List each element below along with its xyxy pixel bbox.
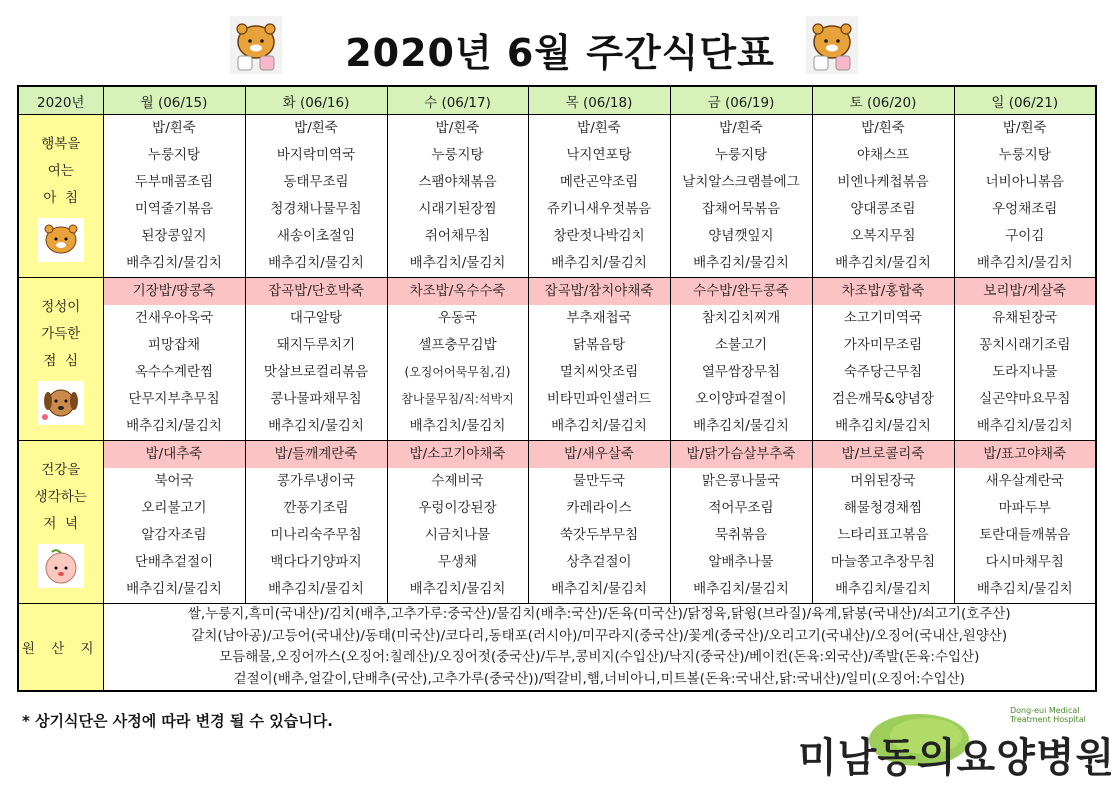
menu-item: 깐풍기조림 <box>283 500 349 516</box>
menu-item: 배추김치/물김치 <box>409 418 506 434</box>
menu-item: 너비아니볶음 <box>985 174 1064 190</box>
meal-label-line: 가득한 <box>41 325 81 342</box>
menu-item: 부추재첩국 <box>566 310 632 326</box>
menu-item: 대구알탕 <box>289 310 343 326</box>
origin-info <box>103 604 1096 692</box>
menu-item: 배추김치/물김치 <box>409 581 506 597</box>
menu-item: 맑은콩나물국 <box>701 473 781 489</box>
menu-item: 창란젓나박김치 <box>553 228 645 244</box>
menu-item: 새우살계란국 <box>985 473 1064 489</box>
menu-item: 참나물무침/직:석박지 <box>401 392 514 406</box>
menu-item: 쥬키니새우젓볶음 <box>546 201 652 217</box>
menu-item: 돼지두루치기 <box>276 337 356 353</box>
meal-row <box>18 278 1096 441</box>
menu-item: 배추김치/물김치 <box>126 581 222 597</box>
menu-item: 누룽지탕 <box>147 147 201 163</box>
menu-item: 배추김치/물김치 <box>693 418 789 434</box>
menu-item: 물만두국 <box>572 473 626 489</box>
menu-item: 꽁치시래기조림 <box>979 337 1071 353</box>
menu-item: 알배추나물 <box>708 554 774 570</box>
menu-item: 단배추겉절이 <box>134 554 214 570</box>
menu-item: 배추김치/물김치 <box>551 581 647 597</box>
menu-cell <box>528 441 670 604</box>
menu-item: 배추김치/물김치 <box>409 255 506 271</box>
menu-table <box>17 85 1097 692</box>
menu-item: 양대콩조림 <box>850 201 916 217</box>
menu-cell <box>245 115 387 278</box>
menu-item: 밥/흰죽 <box>1002 120 1047 136</box>
menu-item: 배추김치/물김치 <box>693 255 789 271</box>
day-header: 화 (06/16) <box>245 86 387 115</box>
menu-item: 배추김치/물김치 <box>693 581 789 597</box>
menu-item: 다시마채무침 <box>985 554 1064 570</box>
menu-cell <box>387 278 528 441</box>
menu-cell <box>103 115 245 278</box>
meal-label-line: 정성이 <box>41 298 81 315</box>
menu-cell <box>670 441 812 604</box>
menu-cell <box>387 441 528 604</box>
menu-item: 두부매콤조림 <box>134 174 214 190</box>
menu-cell <box>954 441 1096 604</box>
menu-item: (오징어어묵무침,김) <box>404 365 511 379</box>
menu-item: 밥/흰죽 <box>152 120 196 136</box>
menu-item: 낙지연포탕 <box>566 147 632 163</box>
menu-item: 비엔나케첩볶음 <box>837 174 929 190</box>
origin-row <box>18 604 1096 692</box>
menu-item: 메란곤약조림 <box>559 174 639 190</box>
menu-item: 밥/흰죽 <box>435 120 480 136</box>
menu-item: 된장콩잎지 <box>141 228 207 244</box>
menu-item: 건새우아욱국 <box>134 310 214 326</box>
menu-item: 밥/흰죽 <box>861 120 905 136</box>
menu-item: 쥐어채무침 <box>424 228 491 244</box>
menu-item: 상추겉절이 <box>566 554 632 570</box>
menu-item: 참치김치찌개 <box>701 310 781 326</box>
meal-label-line: 행복을 <box>41 135 81 152</box>
menu-item: 구이김 <box>1005 228 1045 244</box>
menu-item: 콩가루냉이국 <box>276 473 356 489</box>
year-header: 2020년 <box>18 86 103 115</box>
menu-item: 단무지부추무침 <box>128 391 220 407</box>
menu-item: 배추김치/물김치 <box>268 255 364 271</box>
peach-character-icon <box>38 544 84 588</box>
menu-item: 알감자조림 <box>141 527 207 543</box>
menu-item: 누룽지탕 <box>714 147 768 163</box>
menu-item: 배추김치/물김치 <box>126 255 222 271</box>
menu-item: 쑥갓두부무침 <box>559 527 639 543</box>
menu-item: 잡채어묵볶음 <box>701 201 781 217</box>
title-row <box>0 10 1120 76</box>
menu-item: 옥수수계란찜 <box>134 364 214 380</box>
menu-item: 우엉채조림 <box>992 201 1058 217</box>
porridge-item: 수수밥/완두콩죽 <box>671 278 812 305</box>
meal-label-line: 건강을 <box>41 461 81 478</box>
origin-line: 갈치(남아공)/고등어(국내산)/동태(미국산)/코다리,동태포(러시아)/미꾸라지(중국산)/꽃게(중국산)/오리고기(국내산)/오징어(국내산,원양산) <box>191 627 1008 644</box>
menu-cell <box>387 115 528 278</box>
menu-item: 밥/흰죽 <box>719 120 763 136</box>
meal-label <box>18 115 103 278</box>
menu-item: 오복지무침 <box>850 228 916 244</box>
page-title: 2020년 6월 주간식단표 <box>345 31 775 75</box>
meal-label-line: 아 침 <box>43 189 79 206</box>
menu-cell <box>103 441 245 604</box>
menu-cell <box>245 278 387 441</box>
menu-item: 오이양파겉절이 <box>695 391 787 407</box>
porridge-item: 밥/새우살죽 <box>529 441 670 468</box>
menu-cell <box>670 115 812 278</box>
porridge-item: 차조밥/옥수수죽 <box>388 278 528 305</box>
menu-item: 바지락미역국 <box>276 147 356 163</box>
menu-cell <box>812 441 954 604</box>
logo-subtitle: Dong-eui Medical Treatment Hospital <box>1010 706 1086 724</box>
menu-item: 배추김치/물김치 <box>551 418 647 434</box>
menu-item: 소불고기 <box>714 337 768 353</box>
menu-item: 도라지나물 <box>992 364 1058 380</box>
day-header: 수 (06/17) <box>387 86 528 115</box>
menu-item: 유채된장국 <box>992 310 1058 326</box>
day-header: 일 (06/21) <box>954 86 1096 115</box>
menu-cell <box>245 441 387 604</box>
porridge-item: 기장밥/땅콩죽 <box>104 278 245 305</box>
menu-cell <box>528 115 670 278</box>
menu-item: 피망잡채 <box>147 337 201 353</box>
menu-item: 시금치나물 <box>424 527 491 543</box>
menu-item: 배추김치/물김치 <box>976 418 1073 434</box>
menu-item: 배추김치/물김치 <box>268 581 364 597</box>
meal-label <box>18 278 103 441</box>
porridge-item: 밥/표고야채죽 <box>955 441 1096 468</box>
menu-cell <box>103 278 245 441</box>
porridge-item: 차조밥/홍합죽 <box>813 278 954 305</box>
menu-item: 가자미무조림 <box>843 337 923 353</box>
menu-item: 열무쌈장무침 <box>701 364 781 380</box>
menu-item: 콩나물파채무침 <box>270 391 362 407</box>
menu-item: 토란대들깨볶음 <box>979 527 1071 543</box>
porridge-item: 잡곡밥/단호박죽 <box>246 278 387 305</box>
ryan-bear-icon <box>38 218 84 262</box>
menu-item: 누룽지탕 <box>431 147 484 163</box>
menu-item: 우동국 <box>437 310 478 326</box>
menu-item: 미나리숙주무침 <box>270 527 362 543</box>
menu-item: 묵취볶음 <box>714 527 768 543</box>
day-header: 토 (06/20) <box>812 86 954 115</box>
menu-item: 미역줄기볶음 <box>134 201 214 217</box>
menu-item: 배추김치/물김치 <box>268 418 364 434</box>
menu-item: 검은깨묵&양념장 <box>832 391 934 407</box>
menu-item: 시래기된장찜 <box>418 201 497 217</box>
porridge-item: 밥/대추죽 <box>104 441 245 468</box>
menu-item: 닭볶음탕 <box>572 337 626 353</box>
day-header: 월 (06/15) <box>103 86 245 115</box>
origin-line: 겉절이(배추,얼갈이,단배추(국산),고추가루(중국산))/떡갈비,햄,너비아니,미트볼(돈육:국내산,닭:국내산)/일미(오징어:수입산) <box>233 670 965 687</box>
menu-item: 적어무조림 <box>708 500 774 516</box>
menu-item: 실곤약마요무침 <box>979 391 1071 407</box>
meal-label <box>18 441 103 604</box>
menu-cell <box>670 278 812 441</box>
notice-text: * 상기식단은 사정에 따라 변경 될 수 있습니다. <box>22 712 333 730</box>
meal-label-line: 점 심 <box>43 352 79 369</box>
origin-label: 원 산 지 <box>18 604 103 692</box>
menu-item: 북어국 <box>154 473 194 489</box>
meal-label-line: 여는 <box>47 162 74 179</box>
menu-item: 누룽지탕 <box>998 147 1051 163</box>
menu-item: 밥/흰죽 <box>294 120 338 136</box>
menu-item: 동태무조림 <box>283 174 349 190</box>
menu-item: 배추김치/물김치 <box>976 255 1073 271</box>
menu-item: 숙주당근무침 <box>843 364 923 380</box>
menu-item: 야채스프 <box>856 147 910 163</box>
menu-item: 배추김치/물김치 <box>835 418 931 434</box>
menu-item: 배추김치/물김치 <box>551 255 647 271</box>
menu-cell <box>954 278 1096 441</box>
menu-item: 느타리표고볶음 <box>837 527 929 543</box>
logo-text: 미남동의요양병원 <box>798 735 1116 781</box>
menu-item: 우렁이강된장 <box>418 500 497 516</box>
menu-item: 셀프충무김밥 <box>418 337 497 353</box>
menu-item: 배추김치/물김치 <box>835 581 931 597</box>
menu-item: 카레라이스 <box>566 500 632 516</box>
porridge-item: 잡곡밥/참치야채죽 <box>529 278 670 305</box>
menu-cell <box>812 115 954 278</box>
porridge-item: 밥/들깨계란죽 <box>246 441 387 468</box>
meal-row <box>18 441 1096 604</box>
menu-item: 배추김치/물김치 <box>126 418 222 434</box>
ryan-mascot-icon <box>806 16 858 74</box>
menu-item: 멸치씨앗조림 <box>559 364 639 380</box>
hospital-logo <box>798 700 1116 781</box>
menu-item: 날치알스크램블에그 <box>682 174 800 190</box>
dog-character-icon <box>38 381 84 425</box>
menu-item: 배추김치/물김치 <box>976 581 1073 597</box>
menu-item: 비타민파인샐러드 <box>546 391 652 407</box>
menu-item: 맛살브로컬리볶음 <box>263 364 369 380</box>
menu-item: 수제비국 <box>431 473 484 489</box>
menu-cell <box>954 115 1096 278</box>
meal-row <box>18 115 1096 278</box>
menu-item: 무생채 <box>437 554 478 570</box>
day-header: 금 (06/19) <box>670 86 812 115</box>
day-header: 목 (06/18) <box>528 86 670 115</box>
menu-item: 새송이초절임 <box>276 228 356 244</box>
meal-label-line: 생각하는 <box>34 488 87 505</box>
menu-item: 청경채나물무침 <box>270 201 362 217</box>
menu-item: 소고기미역국 <box>843 310 923 326</box>
menu-item: 배추김치/물김치 <box>835 255 931 271</box>
menu-item: 머위된장국 <box>850 473 916 489</box>
menu-item: 해물청경채찜 <box>843 500 923 516</box>
origin-line: 모듬해물,오징어까스(오징어:칠레산)/오징어젓(중국산)/두부,콩비지(수입산)/낙지(중국산)/베이컨(돈육:외국산)/족발(돈육:수입산) <box>219 649 980 665</box>
header-row <box>18 86 1096 115</box>
porridge-item: 밥/닭가슴살부추죽 <box>671 441 812 468</box>
porridge-item: 보리밥/게살죽 <box>955 278 1096 305</box>
menu-item: 스팸야채볶음 <box>418 174 497 190</box>
menu-cell <box>528 278 670 441</box>
menu-item: 오리불고기 <box>141 500 207 516</box>
origin-line: 쌀,누룽지,흑미(국내산)/김치(배추,고추가루:중국산)/물김치(배추:국산)/돈육(미국산)/닭정육,닭윙(브라질)/육계,닭봉(국내산)/쇠고기(호주산) <box>187 606 1011 622</box>
menu-item: 마늘쫑고추장무침 <box>830 554 936 570</box>
menu-cell <box>812 278 954 441</box>
porridge-item: 밥/브로콜리죽 <box>813 441 954 468</box>
menu-item: 백다다기양파지 <box>270 554 362 570</box>
menu-item: 밥/흰죽 <box>577 120 621 136</box>
meal-label-line: 저 녁 <box>43 515 79 532</box>
menu-item: 양념깻잎지 <box>708 228 774 244</box>
menu-item: 마파두부 <box>998 500 1051 516</box>
porridge-item: 밥/소고기야채죽 <box>388 441 528 468</box>
